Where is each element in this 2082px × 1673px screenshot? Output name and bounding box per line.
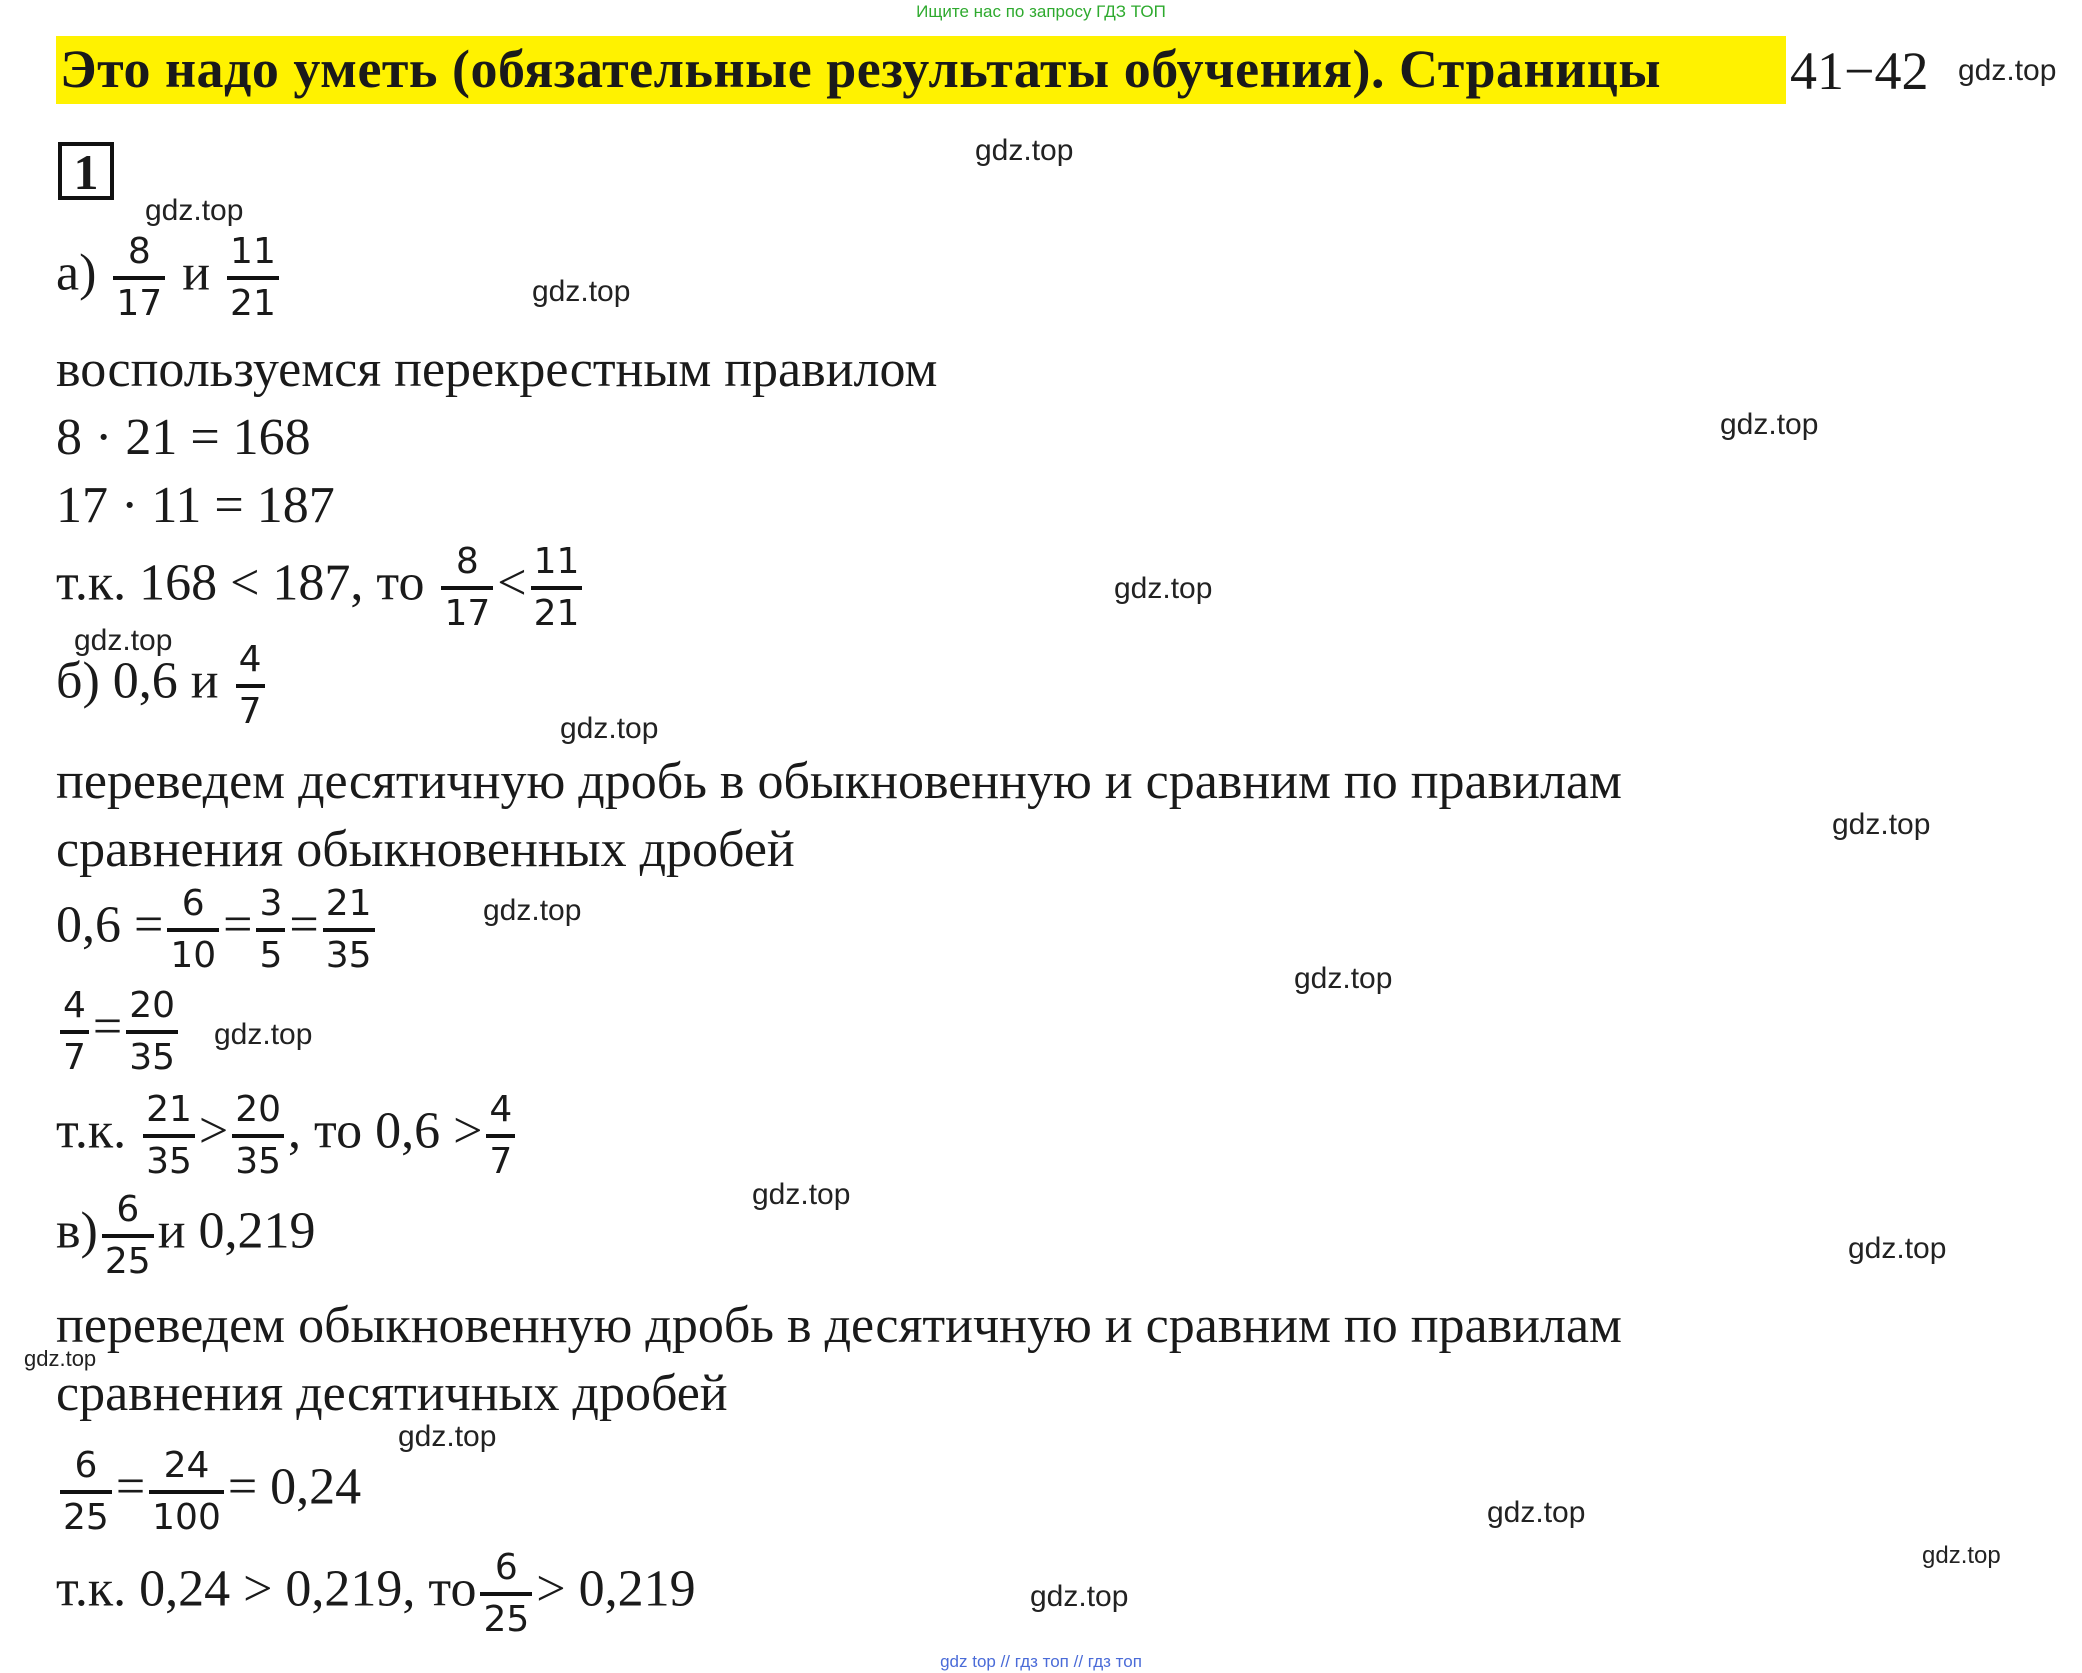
fraction: $\frac{6}{25}$ (480, 1548, 532, 1639)
task-number-box: 1 (58, 142, 114, 200)
equation-line: $\frac{4}{7}$ = $\frac{20}{35}$ (56, 986, 182, 1077)
conclusion-line: т.к. $\frac{21}{35}$ > $\frac{20}{35}$ , то 0,6 > $\frac{4}{7}$ (56, 1090, 519, 1181)
watermark: gdz.top (752, 1178, 851, 1211)
fraction: $\frac{24}{100}$ (149, 1446, 224, 1537)
watermark: gdz.top (1294, 962, 1393, 995)
part-c-heading: в) $\frac{6}{25}$ и 0,219 (56, 1189, 316, 1282)
fraction: $\frac{11}{21}$ (227, 232, 279, 323)
watermark: gdz.top (1922, 1542, 2001, 1569)
watermark: gdz.top (145, 194, 244, 227)
fraction: $\frac{21}{35}$ (323, 884, 375, 975)
watermark: gdz.top (560, 712, 659, 745)
method-text: воспользуемся перекрестным правилом (56, 341, 938, 398)
calc-line: 17 · 11 = 187 (56, 477, 335, 534)
watermark: gdz.top (1720, 408, 1819, 441)
watermark: gdz.top (483, 894, 582, 927)
watermark: gdz.top (24, 1346, 97, 1371)
watermark: gdz.top (214, 1018, 313, 1051)
watermark: gdz.top (74, 624, 173, 657)
fraction: $\frac{20}{35}$ (126, 986, 178, 1077)
fraction: $\frac{6}{25}$ (60, 1446, 112, 1537)
fraction: $\frac{8}{17}$ (441, 542, 493, 633)
conclusion-line: т.к. 0,24 > 0,219, то $\frac{6}{25}$ > 0,219 (56, 1547, 696, 1640)
fraction: $\frac{3}{5}$ (256, 884, 285, 975)
method-text: переведем обыкновенную дробь в десятичную и сравним по правилам (56, 1297, 1622, 1354)
watermark: gdz.top (1958, 54, 2057, 87)
equation-line: $\frac{6}{25}$ = $\frac{24}{100}$ = 0,24 (56, 1446, 361, 1537)
watermark: gdz.top (532, 275, 631, 308)
part-label: а) (56, 244, 97, 302)
fraction: $\frac{4}{7}$ (60, 986, 89, 1077)
watermark: gdz.top (1848, 1232, 1947, 1265)
fraction: $\frac{11}{21}$ (531, 542, 583, 633)
method-text: переведем десятичную дробь в обыкновенную и сравним по правилам (56, 753, 1622, 810)
page-range: 41−42 (1790, 41, 1929, 101)
method-text: сравнения десятичных дробей (56, 1365, 728, 1422)
watermark: gdz.top (1114, 572, 1213, 605)
watermark: gdz.top (1832, 808, 1931, 841)
watermark: gdz.top (975, 134, 1074, 167)
watermark: gdz.top (1030, 1580, 1129, 1613)
watermark: gdz.top (1487, 1496, 1586, 1529)
conjunction: и (182, 244, 211, 302)
fraction: $\frac{6}{25}$ (102, 1190, 154, 1281)
part-a-heading (56, 232, 283, 323)
calc-line: 8 · 21 = 168 (56, 409, 311, 466)
part-b-heading: б) 0,6 и $\frac{4}{7}$ (56, 640, 269, 731)
watermark: gdz.top (398, 1420, 497, 1453)
equation-line: 0,6 = $\frac{6}{10}$ = $\frac{3}{5}$ = $\frac{21}{35}$ (56, 884, 379, 975)
fraction: $\frac{21}{35}$ (143, 1090, 195, 1181)
page-title: Это надо уметь (обязательные результаты обучения). Страницы (60, 39, 1662, 99)
top-note: Ищите нас по запросу ГДЗ ТОП (916, 2, 1166, 21)
method-text: сравнения обыкновенных дробей (56, 821, 795, 878)
fraction: $\frac{6}{10}$ (167, 884, 219, 975)
conclusion-line: т.к. 168 < 187, то $\frac{8}{17}$ < $\frac{11}{21}$ (56, 542, 586, 633)
fraction: $\frac{4}{7}$ (236, 640, 265, 731)
fraction: $\frac{20}{35}$ (232, 1090, 284, 1181)
fraction: $\frac{4}{7}$ (486, 1090, 515, 1181)
fraction: $\frac{8}{17}$ (113, 232, 165, 323)
footer-note: gdz top // гдз топ // гдз топ (940, 1652, 1142, 1671)
